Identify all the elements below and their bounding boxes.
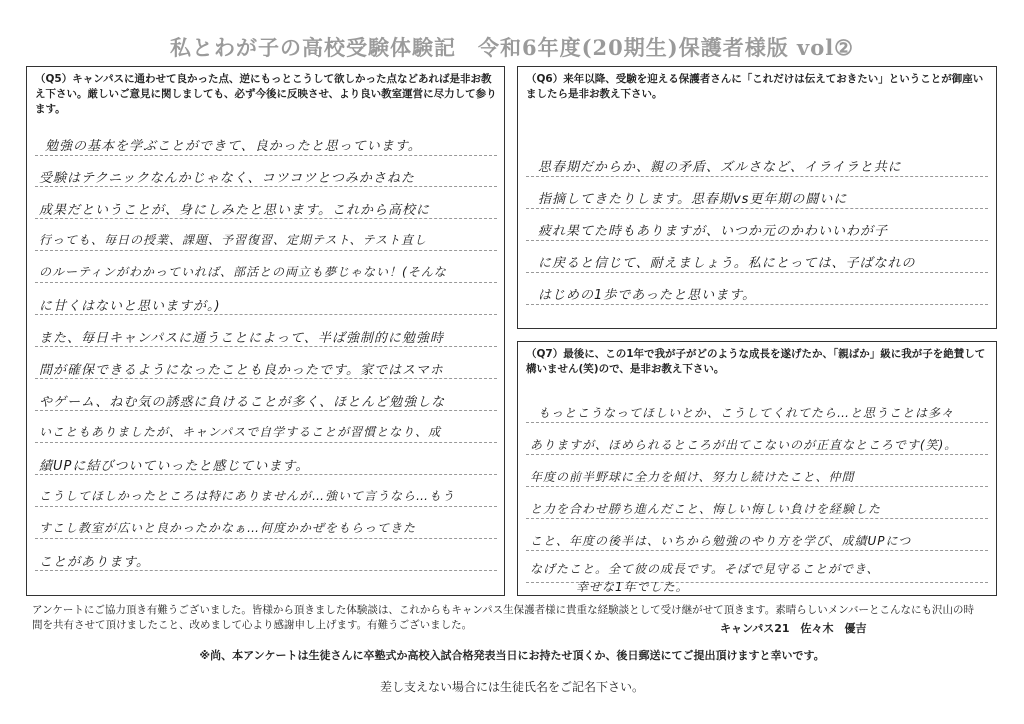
- q5-answer-line: また、毎日キャンパスに通うことによって、半ば強制的に勉強時: [39, 331, 444, 346]
- q6-answer-area: [526, 152, 988, 322]
- q6-answer-line: 疲れ果てた時もありますが、いつか元のかわいいわが子: [538, 224, 889, 239]
- q5-answer-line: のルーティンがわかっていれば、部活との両立も夢じゃない！(そんな: [39, 265, 447, 279]
- q5-answer-line: 勉強の基本を学ぶことができて、良かったと思っています。: [45, 139, 422, 154]
- q7-answer-line: なげたこと。全て彼の成長です。そばで見守ることができ、: [530, 562, 880, 576]
- q5-answer-line: 行っても、毎日の授業、課題、予習復習、定期テスト、テスト直し: [39, 233, 427, 247]
- q5-answer-line: ことがあります。: [39, 555, 150, 570]
- q6-box: [517, 66, 997, 329]
- q5-answer-line: すこし教室が広いと良かったかなぁ…何度かかぜをもらってきた: [39, 521, 417, 535]
- q6-answer-line: 指摘してきたりします。思春期vs更年期の闘いに: [538, 192, 848, 207]
- q5-answer-line: やゲーム、ねむ気の誘惑に負けることが多く、ほとんど勉強しな: [39, 395, 446, 410]
- thanks-message: アンケートにご協力頂き有難うございました。皆様から頂きました体験談は、これからもキャンパス生保護者様に貴重な経験談として受け継がせて頂きます。素晴らしいメンバーとこんなにも沢山の時間を共有させて頂けましたこと、改めまして心より感謝申し上げます。有難うございました。: [32, 604, 975, 631]
- name-request: 差し支えない場合には生徒氏名をご記名下さい。: [379, 680, 644, 694]
- q5-answer-area: [35, 127, 497, 592]
- q5-answer-line: 受験はテクニックなんかじゃなく、コツコツとつみかさねた: [39, 171, 415, 186]
- q6-answer-line: 思春期だからか、親の矛盾、ズルさなど、イライラと共に: [538, 160, 902, 175]
- q6-answer-line: に戻ると信じて、耐えましょう。私にとっては、子ばなれの: [538, 256, 916, 271]
- q7-answer-line: 幸せな1年でした。: [576, 580, 689, 594]
- q7-answer-area: [526, 392, 988, 592]
- q7-question: （Q7）最後に、この1年で我が子がどのような成長を遂げたか、「親ばか」級に我が子を絶賛して構いません(笑)ので、是非お教え下さい。: [526, 348, 986, 375]
- q7-box: [517, 341, 997, 596]
- q5-answer-line: 績UPに結びついていったと感じています。: [39, 459, 310, 474]
- q5-box: [26, 66, 505, 596]
- q7-answer-line: ありますが、ほめられるところが出てこないのが正直なところです(笑)。: [530, 438, 958, 452]
- submission-note: ※尚、本アンケートは生徒さんに卒塾式か高校入試合格発表当日にお持たせ頂くか、後日郵送にてご提出頂けますと幸いです。: [199, 649, 825, 662]
- q5-answer-line: に甘くはないと思いますが。): [39, 299, 221, 314]
- q7-answer-line: 年度の前半野球に全力を傾け、努力し続けたこと、仲間: [530, 470, 855, 484]
- q5-question: （Q5）キャンパスに通わせて良かった点、逆にもっとこうして欲しかった点などあれば是非お教え下さい。厳しいご意見に関しましても、必ず今後に反映させ、より良い教室運営に尽力して参ります。: [35, 73, 497, 115]
- q6-question: （Q6）来年以降、受験を迎える保護者さんに「これだけは伝えておきたい」ということが御座いましたら是非お教え下さい。: [526, 73, 984, 100]
- page-title: 私とわが子の高校受験体験記 令和6年度(20期生)保護者様版 vol②: [169, 35, 855, 60]
- q7-answer-line: もっとこうなってほしいとか、こうしてくれてたら…と思うことは多々: [538, 406, 955, 420]
- q7-answer-line: こと、年度の後半は、いちから勉強のやり方を学び、成績UPにつ: [530, 534, 912, 548]
- q7-answer-line: と力を合わせ勝ち進んだこと、悔しい悔しい負けを経験した: [530, 502, 882, 516]
- signature: キャンパス21 佐々木 優吉: [720, 622, 867, 635]
- q5-answer-line: 間が確保できるようになったことも良かったです。家ではスマホ: [39, 363, 444, 378]
- q5-answer-line: こうしてほしかったところは特にありませんが…強いて言うなら…もう: [39, 489, 456, 503]
- q5-answer-line: 成果だということが、身にしみたと思います。これから高校に: [39, 203, 430, 218]
- q6-answer-line: はじめの1歩であったと思います。: [538, 288, 757, 303]
- q5-answer-line: いこともありましたが、キャンパスで自学することが習慣となり、成: [39, 425, 442, 439]
